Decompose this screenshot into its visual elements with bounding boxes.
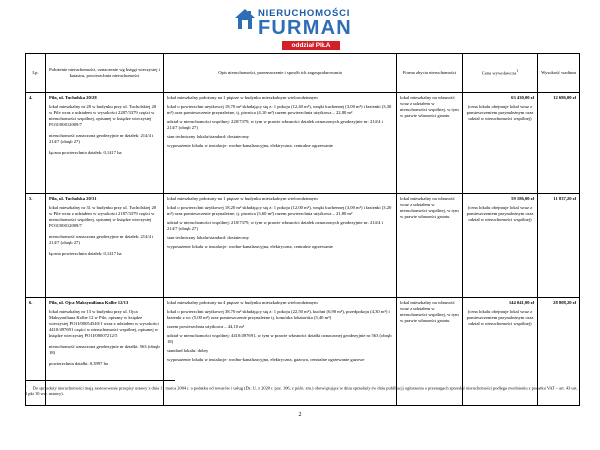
row-price-value: 144 041,00 zł bbox=[508, 300, 534, 305]
row-desc-4: stan techniczny lokalu/standard: dostateczny bbox=[167, 133, 250, 139]
footnote-text: Do sprzedaży nieruchomości mają zastosowanie przepisy ustawy z dnia 11 marca 2004 r. o podatku od towarów i usług (Dz. U. z 2020 r. poz. 106, z późn. zm.) obowiązujące w dniu sprzedaży (w dniu publikacji ogłoszenia o przetargach sprzedaż nieruchomości podlega zwolnieniu z podatku VAT – art. 43 ust. 1 pkt 10 ww. ustawy). bbox=[25, 385, 578, 397]
page-header bbox=[0, 0, 600, 52]
row-price bbox=[463, 93, 538, 194]
row-deposit: 11 837,20 zł bbox=[538, 194, 580, 298]
row-address: Piła, ul. Tucholska 20/28 bbox=[49, 95, 97, 100]
row-location bbox=[46, 93, 164, 194]
row-desc-5: wyposażenie lokalu w instalacje: wodno-kanalizacyjna, elektryczna, centralne ogrzewanie bbox=[167, 243, 333, 249]
row-price-note: (cena lokalu obejmuje lokal wraz z pomieszczeniem przynależnym oraz udział w nieruchomości wspólnej) bbox=[466, 308, 534, 326]
row-desc-2: lokal o powierzchni użytkowej 18,70 m² składający się z: 1 pokoju (12,40 m²), wnęki kuchennej (3,00 m²) i łazienki (3,30 m²) oraz pomieszczenie przynależne, tj. piwnica (4,10 m²) razem powierzchnia użytkowa – 22,80 m² bbox=[167, 103, 392, 115]
table-row bbox=[26, 194, 580, 298]
row-price-value: 59 186,00 zł bbox=[511, 196, 534, 201]
row-form: lokal mieszkalny na własność wraz z udziałem w nieruchomości wspólnej, w tym w prawie własności gruntu bbox=[397, 298, 463, 406]
row-location-desc: lokal mieszkalny nr 31 w budynku przy ul. Tucholskiej 20 w Pile wraz z udziałem w wysokości 2187/3379 części w nieruchomości wspólnej, opisanej w księdze wieczystej PO1I/00012009/7 bbox=[49, 204, 157, 228]
row-desc-2: lokal o powierzchni użytkowej 18,20 m² składający się z: 1 pokoju (12,00 m²), wnęki kuchennej (3,00 m²) i łazienki (3,20 m²) oraz pomieszczenie przynależne, tj. piwnica (3,60 m²) razem powierzchnia użytkowa – 21,80 m² bbox=[167, 204, 392, 216]
header-description: Opis nieruchomości, przeznaczenie i sposób ich zagospodarowania bbox=[164, 54, 397, 93]
logo-main-text: FURMAN bbox=[258, 17, 352, 39]
row-form: lokal mieszkalny na własność wraz z udziałem w nieruchomości wspólnej, w tym w prawie własności gruntu bbox=[397, 194, 463, 298]
row-deposit: 12 686,00 zł bbox=[538, 93, 580, 194]
row-desc-1: lokal mieszkalny położony na 1 piętrze w budynku mieszkalnym wielorodzinnym bbox=[167, 196, 318, 201]
row-desc-1: lokal mieszkalny położony na 4 piętrze w budynku mieszkalnym wielorodzinnym bbox=[167, 300, 318, 305]
row-price-note: (cena lokalu obejmuje lokal wraz z pomieszczeniem przynależnym oraz udział w nieruchomości wspólnej) bbox=[466, 103, 534, 121]
row-price bbox=[463, 194, 538, 298]
row-parcel: nieruchomość oznaczona geodezyjnie nr działek: 214/4 i 214/7 (obręb 27) bbox=[49, 233, 154, 245]
row-price-note: (cena lokalu obejmuje lokal wraz z pomieszczeniem przynależnym oraz udział w nieruchomości wspólnej) bbox=[466, 204, 534, 222]
row-desc-1: lokal mieszkalny położony na 1 piętrze w budynku mieszkalnym wielorodzinnym bbox=[167, 95, 318, 100]
house-icon bbox=[234, 8, 256, 30]
header-price bbox=[463, 54, 538, 93]
row-lp: 5. bbox=[26, 194, 46, 298]
header-form: Forma zbycia nieruchomości bbox=[397, 54, 463, 93]
header-price-footnote-ref: 1 bbox=[516, 69, 519, 74]
row-area: łączna powierzchnia działek: 0,1417 ha bbox=[49, 250, 122, 256]
row-location-desc: lokal mieszkalny nr 28 w budynku przy ul. Tucholskiej 20 w Pile wraz z udziałem w wysokości 2287/3379 części w nieruchomości wspólnej, opisanej w księdze wieczystej PO1I/00012009/7 bbox=[49, 103, 157, 127]
row-price-value: 63 430,00 zł bbox=[511, 95, 534, 100]
header-deposit: Wysokość wadium bbox=[538, 54, 580, 93]
row-lp: 6. bbox=[26, 298, 46, 406]
row-area: łączna powierzchnia działek: 0,1417 ha bbox=[49, 149, 122, 155]
header-lp: Lp. bbox=[26, 54, 46, 93]
row-address: Piła, ul. Tucholska 20/31 bbox=[49, 196, 97, 201]
row-deposit: 28 808,20 zł bbox=[538, 298, 580, 406]
row-desc-4: stan techniczny lokalu/standard: dostateczny bbox=[167, 234, 250, 240]
row-desc-5: wyposażenie lokalu w instalacje: wodno-kanalizacyjna, elektryczna, gazowa, centralne ogrzewanie gazowe bbox=[167, 356, 365, 362]
footnote-separator bbox=[25, 380, 175, 381]
property-table bbox=[25, 53, 580, 406]
row-desc-2: lokal o powierzchni użytkowej 38,70 m² składający się z: 1 pokoju (22,50 m²), kuchni (6,90 m²), przedpokoju (4,30 m²) i łazienki z wc (5,00 m²) oraz pomieszczenie przynależne tj. komórka lokatorska (5,40 m²) bbox=[167, 308, 390, 320]
row-location-desc: lokal mieszkalny nr 13 w budynku przy ul. Ojca Maksymiliana Kolbe 12 w Pile, opisany w księdze wieczystej PO1I/00054540/1 wraz z udziałem w wysokości 4410/497691 części w nieruchomości wspólnej, opisanej w księdze wieczystej PO1I/00007212/5 bbox=[49, 308, 159, 338]
company-logo bbox=[232, 6, 372, 52]
logo-branch-badge: oddział PIŁA bbox=[282, 41, 340, 50]
row-parcel: nieruchomość oznaczona geodezyjnie nr działek: 214/4 i 214/7 (obręb 27) bbox=[49, 132, 154, 144]
row-form: lokal mieszkalny na własność wraz z udziałem w nieruchomości wspólnej, w tym w prawie własności gruntu bbox=[397, 93, 463, 194]
row-desc-3: udział w nieruchomości wspólnej: 228/7379, w tym w prawie własności działek oznaczonych geodezyjnie nr: 214/4 i 214/7 (obręb 27) bbox=[167, 118, 383, 130]
table-header-row bbox=[26, 54, 580, 93]
row-desc-3: udział w nieruchomości wspólnej: 218/7379, w tym w prawie własności działek oznaczonych geodezyjnie nr: 214/4 i 214/7 (obręb 27) bbox=[167, 219, 383, 231]
header-location: Położenie nieruchomości, oznaczenie wg księgi wieczystej i katastru, powierzchnia nieruchomości bbox=[46, 54, 164, 93]
row-address: Piła, ul. Ojca Maksymiliana Kolbe 12/13 bbox=[49, 300, 129, 305]
header-price-label: Cena wywoławcza bbox=[481, 70, 517, 76]
page-number: 2 bbox=[298, 412, 302, 418]
row-lp: 4. bbox=[26, 93, 46, 194]
footnote-marker: 1 bbox=[25, 384, 27, 388]
row-location bbox=[46, 194, 164, 298]
row-desc-4: standard lokalu: dobry bbox=[167, 347, 209, 353]
row-desc-3b: udział w nieruchomości wspólnej: 4410/497691, w tym w prawie własności działki oznaczonej geodezyjnie nr 563 (obręb 18) bbox=[167, 332, 392, 344]
row-description bbox=[164, 194, 397, 298]
row-desc-5: wyposażenie lokalu w instalacje: wodno-kanalizacyjna, elektryczna, centralne ogrzewanie bbox=[167, 142, 333, 148]
row-area: powierzchnia działki: 0,3997 ha bbox=[49, 360, 108, 366]
logo-top-text: NIERUCHOMOŚCI bbox=[258, 8, 351, 19]
row-description bbox=[164, 93, 397, 194]
row-parcel: nieruchomość oznaczona geodezyjnie nr działki: 563 (obręb 18) bbox=[49, 343, 160, 355]
row-desc-3: razem powierzchnia użytkowa – 44,10 m² bbox=[167, 323, 245, 329]
table-row bbox=[26, 93, 580, 194]
footnote bbox=[25, 384, 579, 397]
